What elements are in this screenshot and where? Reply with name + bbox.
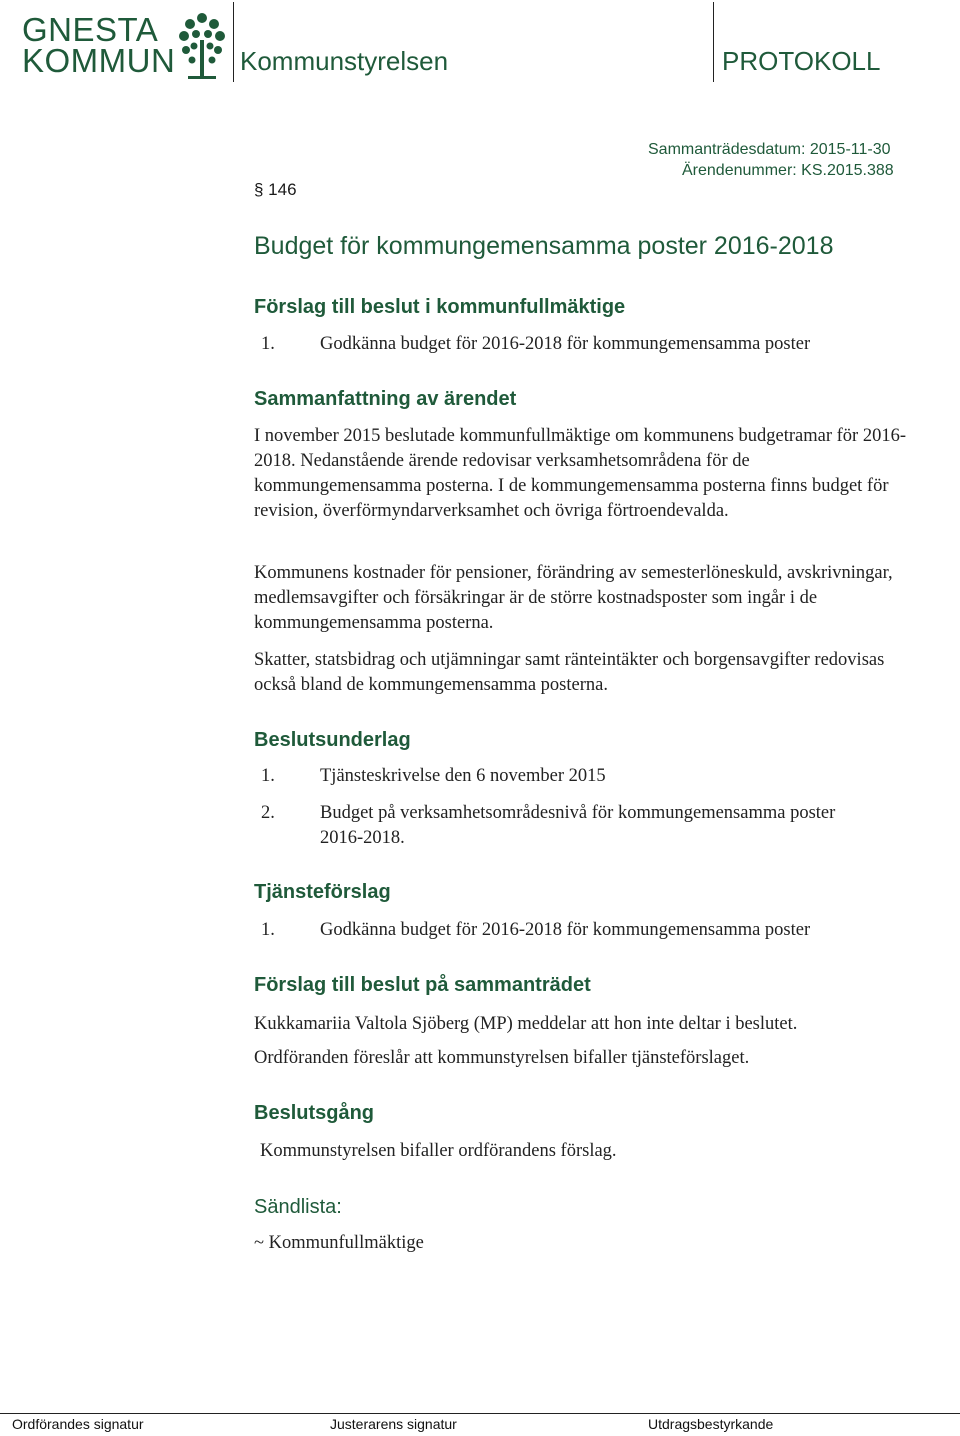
header-divider-right	[713, 2, 714, 82]
heading-meeting-proposal: Förslag till beslut på sammanträdet	[254, 974, 591, 996]
heading-proposal-council: Förslag till beslut i kommunfullmäktige	[254, 296, 626, 318]
footer-divider	[0, 1413, 960, 1414]
body-name: Kommunstyrelsen	[240, 46, 449, 76]
logo-wordmark	[22, 11, 182, 79]
decision-process-text: Kommunstyrelsen bifaller ordförandens förslag.	[260, 1141, 617, 1161]
document-type: PROTOKOLL	[722, 46, 881, 76]
summary-paragraph-2: Kommunens kostnader för pensioner, förändring av semesterlöneskuld, avskrivningar, medlemsavgifter och försäkringar är de större kostnadsposter som ingår i de kommungemensamma posterna.	[254, 563, 893, 633]
list-item-number: 1.	[261, 334, 275, 354]
meeting-date: Sammanträdesdatum: 2015-11-30	[648, 141, 891, 158]
header-divider-left	[233, 2, 234, 82]
heading-summary: Sammanfattning av ärendet	[254, 388, 517, 410]
distribution-text: ~ Kommunfullmäktige	[254, 1233, 424, 1253]
summary-paragraph-3: Skatter, statsbidrag och utjämningar samt ränteintäkter och borgensavgifter redovisas också bland de kommungemensamma posterna.	[254, 650, 885, 695]
page-title: Budget för kommungemensamma poster 2016-2018	[254, 232, 834, 260]
logo-line-1: GNESTA	[22, 11, 159, 48]
list-item-text: Budget på verksamhetsområdesnivå för kommungemensamma poster 2016-2018.	[320, 803, 836, 848]
heading-basis: Beslutsunderlag	[254, 729, 411, 751]
tree-logo-icon	[176, 10, 228, 82]
logo-line-2: KOMMUN	[22, 42, 176, 79]
adjuster-signature-label: Justerarens signatur	[330, 1416, 457, 1432]
summary-paragraph-1: I november 2015 beslutade kommunfullmäktige om kommunens budgetramar för 2016-2018. Nedanstående ärende redovisar verksamhetsområdena för de kommungemensamma posterna. I de kommungemensamma posterna finns budget för revision, överförmyndarverksamhet och övriga förtroendevalda.	[254, 426, 906, 521]
heading-service-proposal: Tjänsteförslag	[254, 881, 391, 903]
meeting-proposal-paragraph-1: Kukkamariia Valtola Sjöberg (MP) meddelar att hon inte deltar i beslutet.	[254, 1014, 798, 1034]
heading-distribution: Sändlista:	[254, 1196, 342, 1218]
list-item-text: Godkänna budget för 2016-2018 för kommungemensamma poster	[320, 920, 811, 940]
paragraph-number: § 146	[254, 180, 297, 199]
list-item-text: Tjänsteskrivelse den 6 november 2015	[320, 766, 606, 786]
meeting-proposal-paragraph-2: Ordföranden föreslår att kommunstyrelsen bifaller tjänsteförslaget.	[254, 1048, 750, 1068]
extract-certification-label: Utdragsbestyrkande	[648, 1416, 774, 1432]
heading-decision-process: Beslutsgång	[254, 1102, 375, 1124]
list-item-number: 1.	[261, 920, 275, 940]
case-number: Ärendenummer: KS.2015.388	[682, 162, 894, 179]
chair-signature-label: Ordförandes signatur	[12, 1416, 144, 1432]
list-item-number: 1.	[261, 766, 275, 786]
list-item-text: Godkänna budget för 2016-2018 för kommungemensamma poster	[320, 334, 811, 354]
list-item-number: 2.	[261, 803, 275, 823]
